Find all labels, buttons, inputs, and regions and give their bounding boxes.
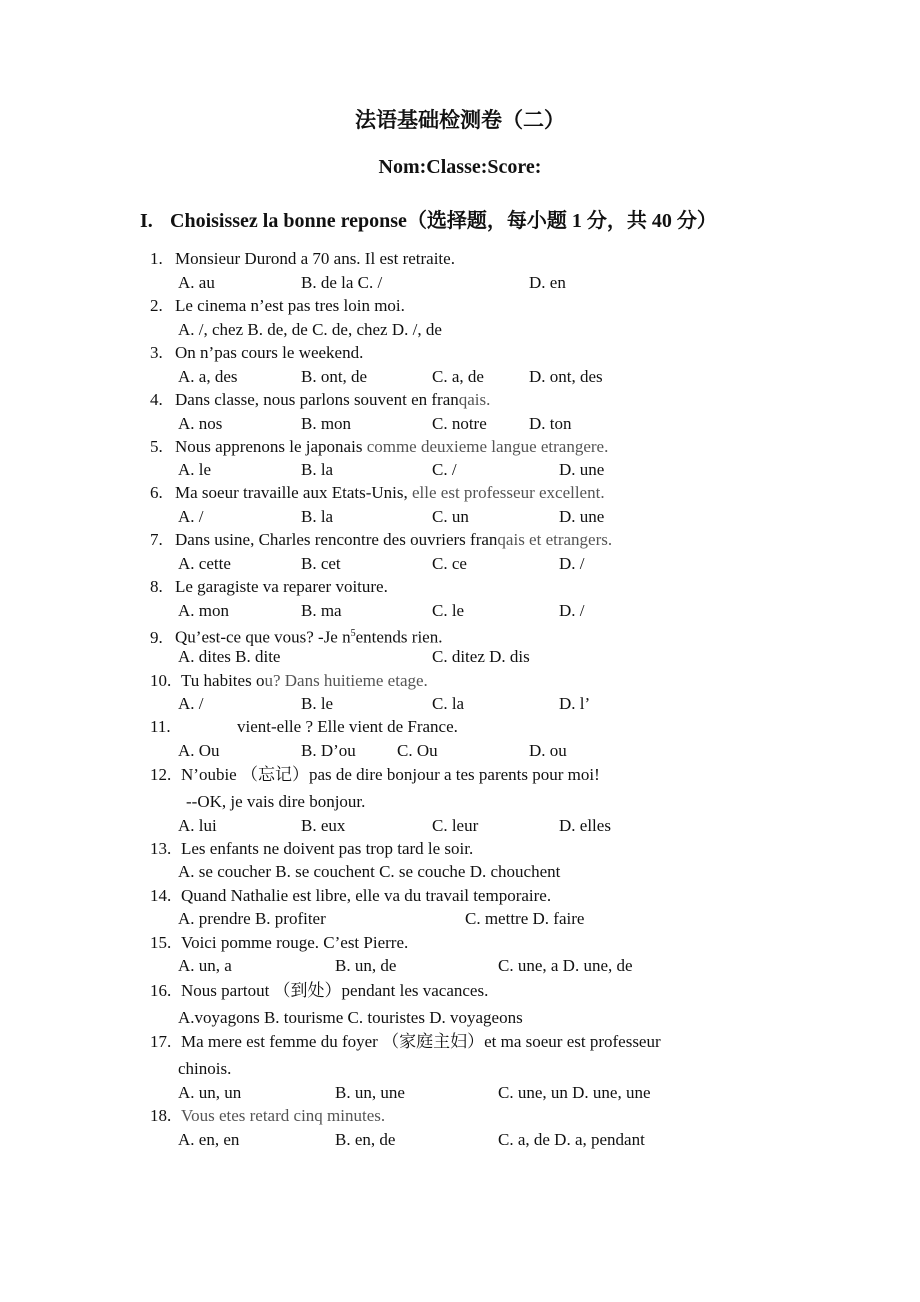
question-17 <box>150 1031 661 1053</box>
question-4 <box>150 389 490 411</box>
question-8 <box>150 576 388 598</box>
option: B. la <box>301 507 334 526</box>
option: D. ton <box>529 414 572 433</box>
option: D. une <box>559 460 605 479</box>
option: A. /, chez B. de, de C. de, chez D. /, de <box>178 320 442 339</box>
question-number: 2. <box>150 296 163 315</box>
question-16 <box>150 980 488 1002</box>
question-text: Le cinema n’est pas tres loin moi. <box>175 296 405 315</box>
option: B. ont, de <box>301 367 368 386</box>
option: A. prendre B. profiter <box>178 909 326 928</box>
question-text: Voici pomme rouge. C’est Pierre. <box>181 933 409 952</box>
question-number: 8. <box>150 577 163 596</box>
question-text: Tu habites o <box>181 671 265 690</box>
option: C. une, un D. une, une <box>498 1083 651 1102</box>
option: D. / <box>559 601 585 620</box>
option: A. au <box>178 273 215 292</box>
question-number: 4. <box>150 390 163 409</box>
question-10 <box>150 670 428 692</box>
question-text: N’oubie （忘记）pas de dire bonjour a tes parents pour moi! <box>181 765 600 784</box>
question-text: Nous apprenons le japonais <box>175 437 367 456</box>
question-number: 18. <box>150 1106 172 1125</box>
question-line-2: chinois. <box>178 1059 232 1078</box>
option: C. ditez D. dis <box>432 647 530 666</box>
question-number: 5. <box>150 437 163 456</box>
question-text: Dans usine, Charles rencontre des ouvriers fran <box>175 530 498 549</box>
question-6 <box>150 482 605 504</box>
question-text: Ma soeur travaille aux Etats-Unis, <box>175 483 412 502</box>
option: C. notre <box>432 414 487 433</box>
section-heading <box>140 204 717 233</box>
question-text-end: elle est professeur excellent. <box>412 483 605 502</box>
question-9 <box>150 623 442 649</box>
question-5 <box>150 436 608 458</box>
option: C. a, de <box>432 367 484 386</box>
question-number: 11. <box>150 717 171 736</box>
option: D. ont, des <box>529 367 603 386</box>
option: B. de la C. / <box>301 273 383 292</box>
option: C. Ou <box>397 741 438 760</box>
question-text-end: comme deuxieme langue etrangere. <box>366 437 609 456</box>
option: B. D’ou <box>301 741 356 760</box>
option: C. / <box>432 460 457 479</box>
option: B. le <box>301 694 334 713</box>
option: D. elles <box>559 816 611 835</box>
option: B. mon <box>301 414 352 433</box>
question-2 <box>150 295 405 317</box>
question-line-2: --OK, je vais dire bonjour. <box>186 792 366 811</box>
section-text: Choisissez la bonne reponse（选择题，每小题 1 分，共 40 分） <box>170 210 717 232</box>
question-number: 17. <box>150 1032 172 1051</box>
exam-title: 法语基础检测卷（二） <box>355 108 565 132</box>
option: A. un, a <box>178 956 232 975</box>
option: A. a, des <box>178 367 238 386</box>
option: A. le <box>178 460 212 479</box>
question-text: Le garagiste va reparer voiture. <box>175 577 388 596</box>
option: C. leur <box>432 816 479 835</box>
question-text: vient-elle ? Elle vient de France. <box>237 717 458 736</box>
option: A. dites B. dite <box>178 647 281 666</box>
question-text-end: u? Dans huitieme etage. <box>264 671 428 690</box>
option: A. Ou <box>178 741 220 760</box>
option: B. cet <box>301 554 341 573</box>
question-text: Dans classe, nous parlons souvent en fran <box>175 390 459 409</box>
question-text: On n’pas cours le weekend. <box>175 343 364 362</box>
question-number: 12. <box>150 765 172 784</box>
question-number: 3. <box>150 343 163 362</box>
option: A. / <box>178 694 204 713</box>
question-number: 13. <box>150 839 172 858</box>
option: B. en, de <box>335 1130 396 1149</box>
question-15 <box>150 932 408 954</box>
option: C. mettre D. faire <box>465 909 585 928</box>
question-text-end: qais. <box>458 390 491 409</box>
option: C. ce <box>432 554 467 573</box>
option: D. / <box>559 554 585 573</box>
option: A. mon <box>178 601 229 620</box>
question-number: 15. <box>150 933 172 952</box>
question-number: 10. <box>150 671 172 690</box>
superscript: 5 <box>350 628 356 639</box>
option: B. un, une <box>335 1083 405 1102</box>
question-3 <box>150 342 363 364</box>
exam-subtitle: Nom:Classe:Score: <box>378 156 542 178</box>
question-text: Vous etes retard cinq minutes. <box>181 1106 386 1125</box>
option: B. ma <box>301 601 342 620</box>
option: A. se coucher B. se couchent C. se couche D. chouchent <box>178 862 561 881</box>
option: B. eux <box>301 816 346 835</box>
question-number: 9. <box>150 627 163 647</box>
option: A. lui <box>178 816 217 835</box>
question-12 <box>150 764 600 786</box>
question-13 <box>150 838 473 860</box>
question-7 <box>150 529 612 551</box>
question-number: 7. <box>150 530 163 549</box>
option: A. nos <box>178 414 223 433</box>
option: D. l’ <box>559 694 591 713</box>
option: B. un, de <box>335 956 397 975</box>
question-text: Monsieur Durond a 70 ans. Il est retraite. <box>175 249 455 268</box>
option: D. en <box>529 273 566 292</box>
question-text: Quand Nathalie est libre, elle va du travail temporaire. <box>181 886 552 905</box>
section-number: I. <box>140 210 153 232</box>
option: A. un, un <box>178 1083 242 1102</box>
option: C. une, a D. une, de <box>498 956 633 975</box>
question-number: 1. <box>150 249 163 268</box>
question-number: 14. <box>150 886 172 905</box>
question-text-end: qais et etrangers. <box>497 530 613 549</box>
option: A. en, en <box>178 1130 240 1149</box>
question-number: 6. <box>150 483 163 502</box>
question-11 <box>150 716 458 738</box>
option: D. ou <box>529 741 567 760</box>
question-14 <box>150 885 551 907</box>
option: C. a, de D. a, pendant <box>498 1130 645 1149</box>
option: B. la <box>301 460 334 479</box>
option: A. / <box>178 507 204 526</box>
option: A.voyagons B. tourisme C. touristes D. voyageons <box>178 1008 523 1027</box>
question-number: 16. <box>150 981 172 1000</box>
question-text: Ma mere est femme du foyer （家庭主妇）et ma soeur est professeur <box>181 1032 661 1051</box>
question-1 <box>150 248 455 270</box>
question-18 <box>150 1105 385 1127</box>
option: A. cette <box>178 554 231 573</box>
question-text-end: entends rien. <box>355 627 443 647</box>
option: C. la <box>432 694 465 713</box>
option: D. une <box>559 507 605 526</box>
question-text: Qu’est-ce que vous? -Je n <box>175 627 351 647</box>
option: C. le <box>432 601 465 620</box>
question-text: Les enfants ne doivent pas trop tard le soir. <box>181 839 474 858</box>
question-text: Nous partout （到处）pendant les vacances. <box>181 981 489 1000</box>
option: C. un <box>432 507 469 526</box>
